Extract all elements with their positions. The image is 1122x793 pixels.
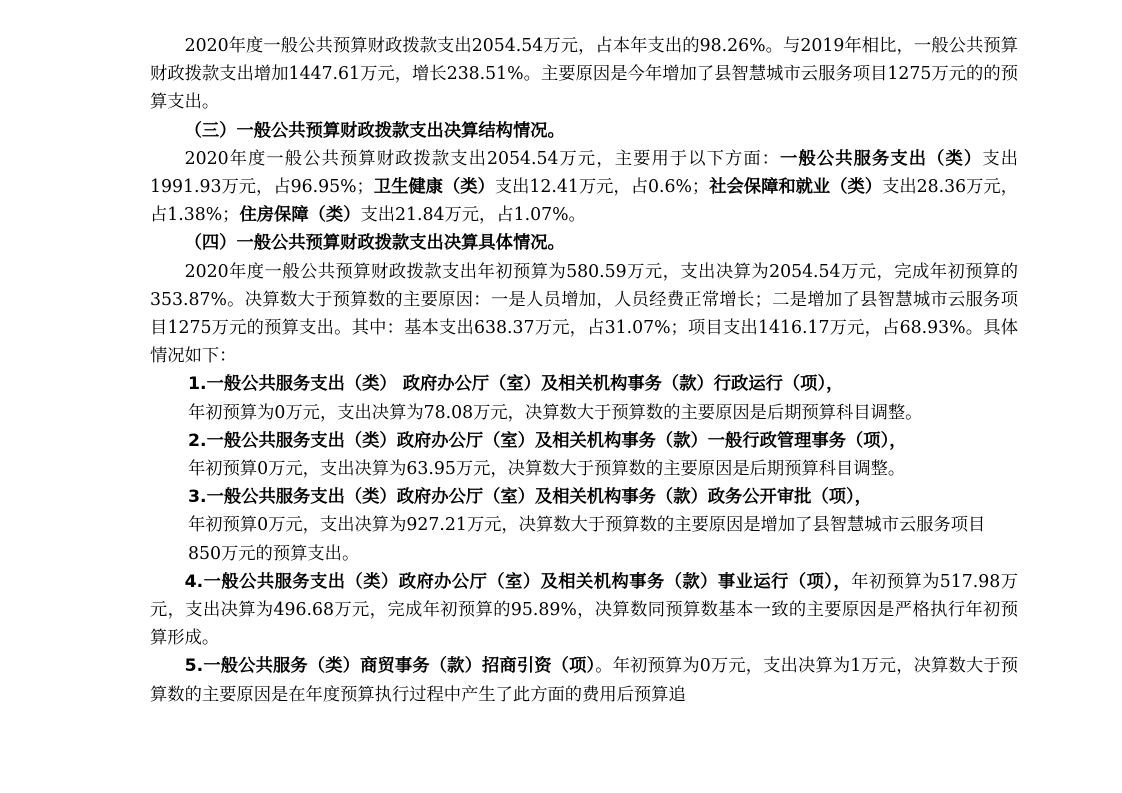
item-title: 一般公共服务支出（类） 政府办公厅（室）及相关机构事务（款）行政运行（项）， [206,374,844,395]
paragraph-expenditure-summary: 2020年度一般公共预算财政拨款支出2054.54万元，占本年支出的98.26%。与2019年相比，一般公共预算财政拨款支出增加1447.61万元，增长238.51%。主要原因是今年增加了县智慧城市云服务项目1275万元的的预算支出。 [150,36,1018,113]
item-title: 一般公共服务（类）商贸事务（款）招商引资（项） [203,656,596,677]
item-text: 。年初预算为0万元，支出决算为1万元，决算数大于预算数的主要原因是在年度预算执行过程中产生了此方面的费用后预算追 [150,656,1018,705]
list-item [150,370,1018,426]
item-text: 年初预算为517.98万元，支出决算为496.68万元，完成年初预算的95.89%，决算数同预算数基本一致的主要原因是严格执行年初预算形成。 [150,571,1019,649]
item-title: 一般公共服务支出（类）政府办公厅（室）及相关机构事务（款）一般行政管理事务（项）， [206,430,907,451]
item-number: 5. [184,656,204,677]
item-number: 3. [188,487,207,508]
item-text: 年初预算0万元，支出决算为927.21万元，决算数大于预算数的主要原因是增加了县智慧城市云服务项目850万元的预算支出。 [188,515,986,564]
heading-details: （四）一般公共预算财政拨款支出决算具体情况。 [184,233,565,254]
structure-lead: 2020年度一般公共预算财政拨款支出2054.54万元，主要用于以下方面： [184,148,781,169]
category-general-services: 一般公共服务支出（类） [780,148,983,169]
category-health-text: 支出12.41万元，占0.6%； [494,177,710,198]
paragraph-details: 2020年度一般公共预算财政拨款支出年初预算为580.59万元，支出决算为2054.54万元，完成年初预算的353.87%。决算数大于预算数的主要原因：一是人员增加，人员经费正常增长；二是增加了县智慧城市云服务项目1275万元的预算支出。其中：基本支出638.37万元，占31.07%；项目支出1416.17万元，占68.93%。具体情况如下： [150,261,1018,367]
list-item [150,427,1018,483]
category-housing: 住房保障（类） [239,205,361,226]
list-item [150,652,1018,708]
category-housing-text: 支出21.84万元，占1.07%。 [360,205,586,226]
item-title: 一般公共服务支出（类）政府办公厅（室）及相关机构事务（款）政务公开审批（项）， [206,487,872,508]
document-page [150,32,1018,709]
item-number: 4. [184,571,204,592]
item-title: 一般公共服务支出（类）政府办公厅（室）及相关机构事务（款）事业运行（项）， [203,571,852,592]
list-item [150,568,1018,653]
category-general-services-text: 支出1991.93万元，占96.95%； [150,148,1018,198]
heading-structure: （三）一般公共预算财政拨款支出决算结构情况。 [184,120,565,141]
category-social-security-text: 支出28.36万元，占1.38%； [150,177,1018,226]
item-number: 1. [188,374,207,395]
item-number: 2. [188,430,207,451]
item-text: 年初预算0万元，支出决算为63.95万元，决算数大于预算数的主要原因是后期预算科目调整。 [188,459,906,480]
list-item [150,483,1018,568]
category-social-security: 社会保障和就业（类） [709,177,883,198]
paragraph-structure [150,145,1018,230]
item-text: 年初预算为0万元，支出决算为78.08万元，决算数大于预算数的主要原因是后期预算科目调整。 [188,402,923,423]
category-health: 卫生健康（类） [373,177,495,198]
